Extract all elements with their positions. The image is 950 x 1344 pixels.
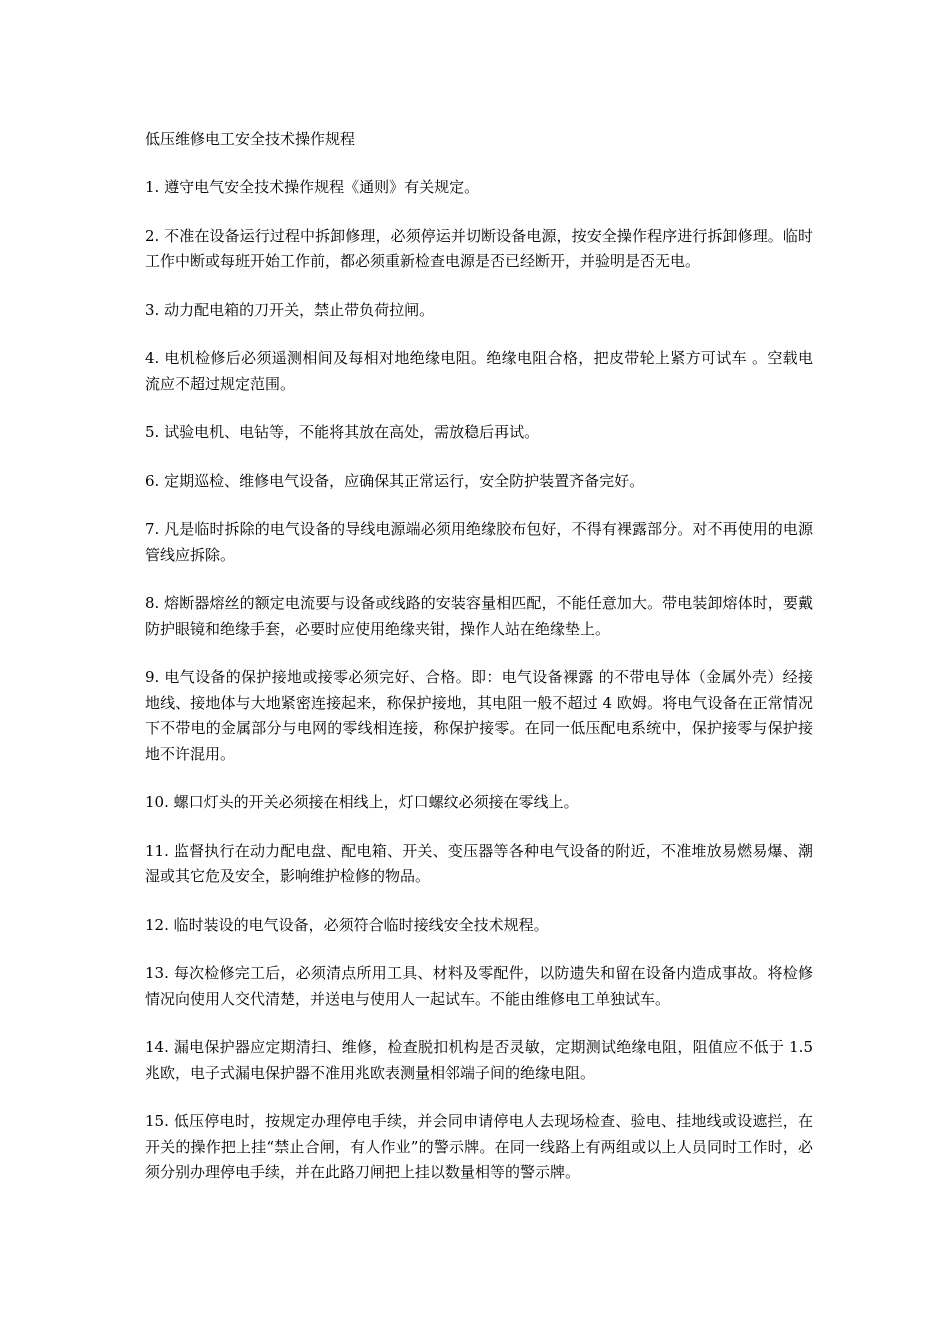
rule-paragraph-13: 13. 每次检修完工后，必须清点所用工具、材料及零配件，以防遗失和留在设备内造成事故。将检修情况向使用人交代清楚，并送电与使用人一起试车。不能由维修电工单独试车。	[145, 964, 813, 1008]
rule-paragraph-1: 1. 遵守电气安全技术操作规程《通则》有关规定。	[145, 178, 480, 196]
rule-paragraph-2: 2. 不准在设备运行过程中拆卸修理，必须停运并切断设备电源，按安全操作程序进行拆卸修理。临时工作中断或每班开始工作前，都必须重新检查电源是否已经断开，并验明是否无电。	[145, 226, 813, 270]
rule-paragraph-8: 8. 熔断器熔丝的额定电流要与设备或线路的安装容量相匹配，不能任意加大。带电装卸熔体时，要戴防护眼镜和绝缘手套，必要时应使用绝缘夹钳，操作人站在绝缘垫上。	[145, 594, 813, 638]
document-title: 低压维修电工安全技术操作规程	[145, 130, 356, 148]
rule-paragraph-11: 11. 监督执行在动力配电盘、配电箱、开关、变压器等各种电气设备的附近，不准堆放易燃易爆、潮湿或其它危及安全，影响维护检修的物品。	[145, 841, 813, 885]
rule-paragraph-5: 5. 试验电机、电钻等，不能将其放在高处，需放稳后再试。	[145, 423, 540, 441]
rule-paragraph-12: 12. 临时装设的电气设备，必须符合临时接线安全技术规程。	[145, 915, 549, 934]
rule-paragraph-14: 14. 漏电保护器应定期清扫、维修，检查脱扣机构是否灵敏，定期测试绝缘电阻，阻值应不低于 1.5 兆欧，电子式漏电保护器不准用兆欧表测量相邻端子间的绝缘电阻。	[145, 1038, 813, 1082]
rule-paragraph-10: 10. 螺口灯头的开关必须接在相线上，灯口螺纹必须接在零线上。	[145, 793, 579, 811]
document-body	[145, 126, 813, 1209]
rule-paragraph-15: 15. 低压停电时，按规定办理停电手续，并会同申请停电人去现场检查、验电、挂地线或设遮拦，在开关的操作把上挂“禁止合闸，有人作业”的警示牌。在同一线路上有两组或以上人员同时工作时，必须分别办理停电手续，并在此路刀闸把上挂以数量相等的警示牌。	[145, 1112, 813, 1181]
rule-paragraph-4: 4. 电机检修后必须遥测相间及每相对地绝缘电阻。绝缘电阻合格，把皮带轮上紧方可试车 。空载电流应不超过规定范围。	[145, 349, 813, 393]
rule-paragraph-7: 7. 凡是临时拆除的电气设备的导线电源端必须用绝缘胶布包好，不得有裸露部分。对不再使用的电源管线应拆除。	[145, 520, 813, 564]
rule-paragraph-6: 6. 定期巡检、维修电气设备，应确保其正常运行，安全防护装置齐备完好。	[145, 471, 645, 490]
rule-paragraph-9: 9. 电气设备的保护接地或接零必须完好、合格。即：电气设备裸露 的不带电导体（金属外壳）经接地线、接地体与大地紧密连接起来，称保护接地，其电阻一般不超过 4 欧姆。将电气设备在正常情况下不带电的金属部分与电网的零线相连接，称保护接零。在同一低压配电系统中，保护接零与保护接地不许混用。	[145, 668, 813, 763]
rule-paragraph-3: 3. 动力配电箱的刀开关，禁止带负荷拉闸。	[145, 300, 435, 319]
